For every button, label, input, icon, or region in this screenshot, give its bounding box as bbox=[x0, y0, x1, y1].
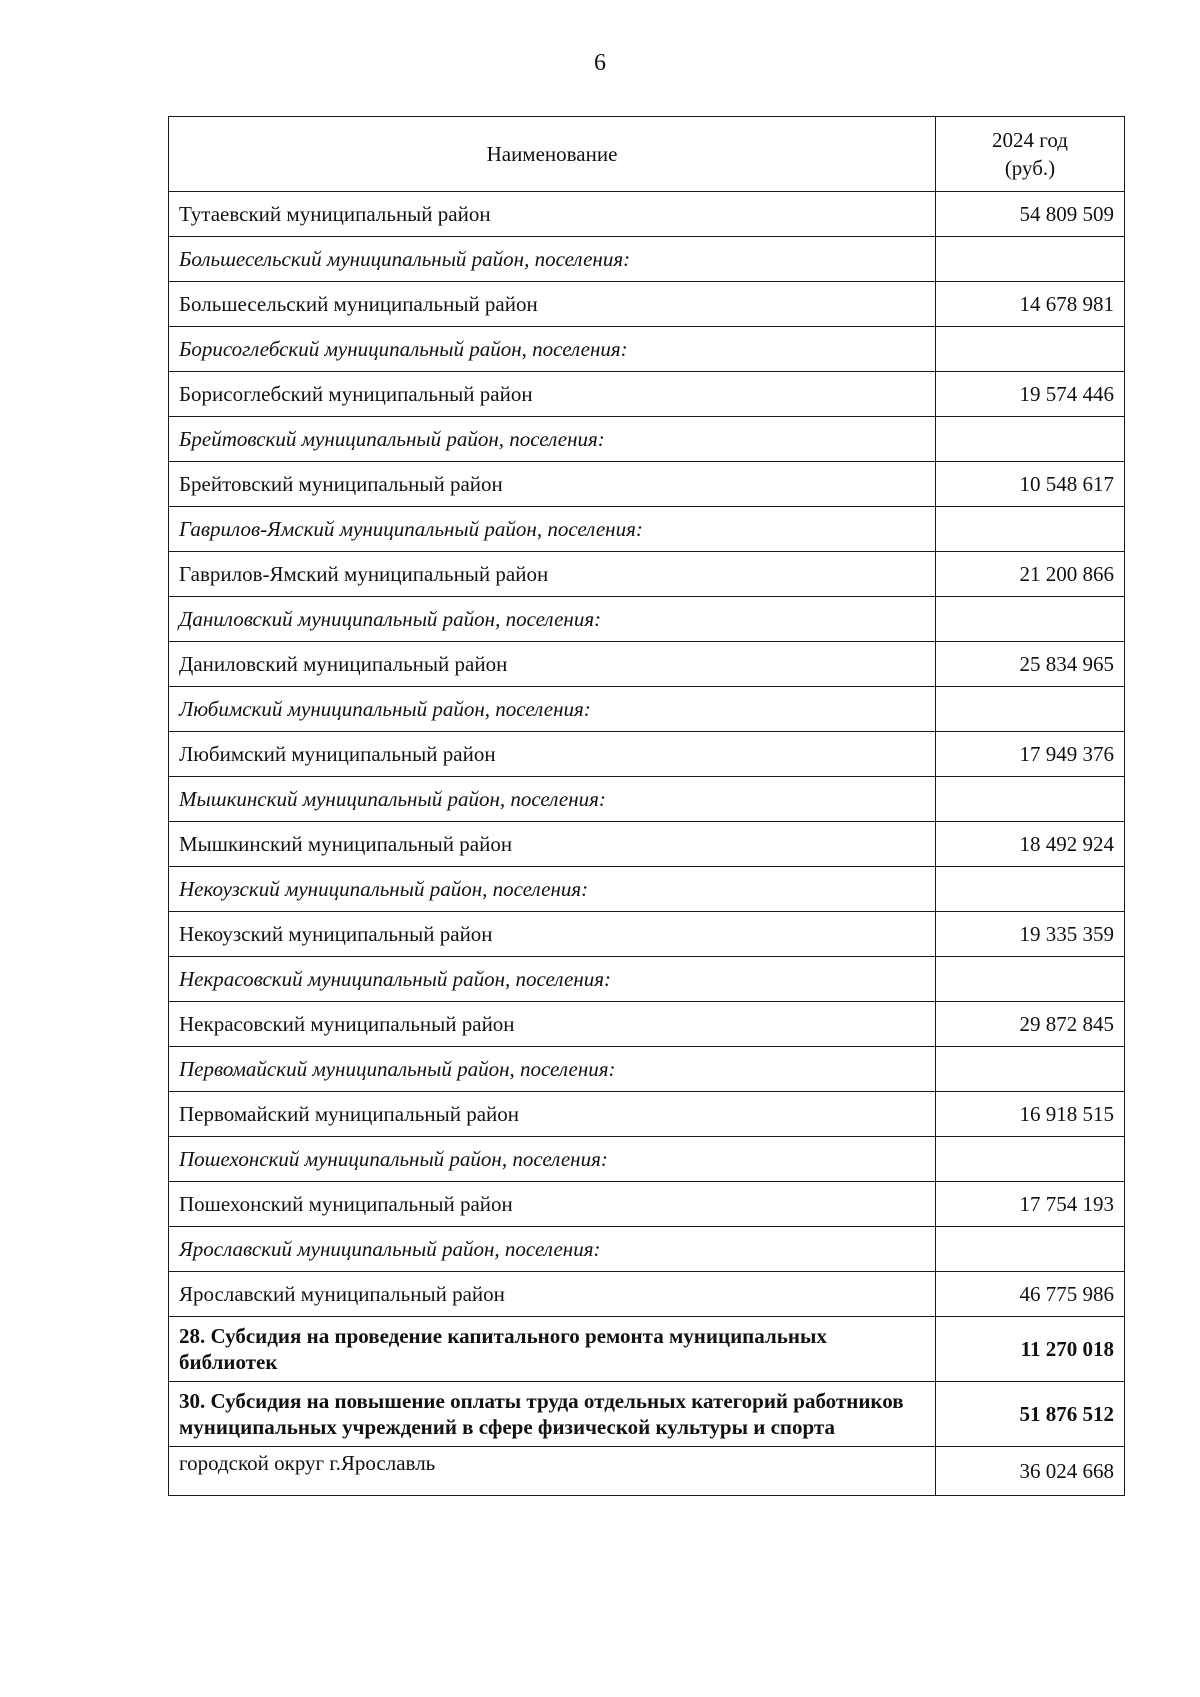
row-name: Брейтовский муниципальный район bbox=[169, 462, 936, 507]
row-name: Любимский муниципальный район, поселения: bbox=[169, 687, 936, 732]
row-name: Даниловский муниципальный район, поселения: bbox=[169, 597, 936, 642]
row-name: Любимский муниципальный район bbox=[169, 732, 936, 777]
row-value: 21 200 866 bbox=[936, 552, 1125, 597]
table-row bbox=[169, 1317, 1125, 1382]
row-name: 30. Субсидия на повышение оплаты труда отдельных категорий работников муниципальных учреждений в сфере физической культуры и спорта bbox=[169, 1382, 936, 1447]
table-row bbox=[169, 867, 1125, 912]
table-row bbox=[169, 462, 1125, 507]
row-name: Брейтовский муниципальный район, поселения: bbox=[169, 417, 936, 462]
row-name: Гаврилов-Ямский муниципальный район bbox=[169, 552, 936, 597]
row-name: Борисоглебский муниципальный район, поселения: bbox=[169, 327, 936, 372]
table-row bbox=[169, 732, 1125, 777]
row-value: 25 834 965 bbox=[936, 642, 1125, 687]
row-value: 19 335 359 bbox=[936, 912, 1125, 957]
row-value bbox=[936, 597, 1125, 642]
row-value: 29 872 845 bbox=[936, 1002, 1125, 1047]
subsidy-table bbox=[168, 116, 1125, 1496]
header-year bbox=[936, 117, 1125, 192]
row-value bbox=[936, 957, 1125, 1002]
row-value: 17 949 376 bbox=[936, 732, 1125, 777]
row-value bbox=[936, 687, 1125, 732]
row-value bbox=[936, 1137, 1125, 1182]
table-row bbox=[169, 192, 1125, 237]
table-row bbox=[169, 777, 1125, 822]
table-row bbox=[169, 327, 1125, 372]
row-value bbox=[936, 777, 1125, 822]
table-row bbox=[169, 912, 1125, 957]
table-row bbox=[169, 1182, 1125, 1227]
row-value bbox=[936, 507, 1125, 552]
row-value bbox=[936, 237, 1125, 282]
row-name: Некрасовский муниципальный район bbox=[169, 1002, 936, 1047]
table-row bbox=[169, 372, 1125, 417]
table-row bbox=[169, 507, 1125, 552]
row-name: Мышкинский муниципальный район, поселения: bbox=[169, 777, 936, 822]
row-value: 19 574 446 bbox=[936, 372, 1125, 417]
table-row bbox=[169, 1047, 1125, 1092]
row-name: Первомайский муниципальный район bbox=[169, 1092, 936, 1137]
table-body bbox=[169, 192, 1125, 1496]
table-row bbox=[169, 642, 1125, 687]
row-value: 11 270 018 bbox=[936, 1317, 1125, 1382]
table-row bbox=[169, 1447, 1125, 1496]
row-name: городской округ г.Ярославль bbox=[169, 1447, 936, 1496]
table-header-row bbox=[169, 117, 1125, 192]
row-name: Некрасовский муниципальный район, поселения: bbox=[169, 957, 936, 1002]
table-row bbox=[169, 597, 1125, 642]
table-row bbox=[169, 1227, 1125, 1272]
page-number: 6 bbox=[594, 50, 606, 76]
table-row bbox=[169, 1002, 1125, 1047]
row-value: 10 548 617 bbox=[936, 462, 1125, 507]
table-row bbox=[169, 282, 1125, 327]
table-row bbox=[169, 1272, 1125, 1317]
row-value bbox=[936, 1047, 1125, 1092]
row-name: Гаврилов-Ямский муниципальный район, поселения: bbox=[169, 507, 936, 552]
row-name: Тутаевский муниципальный район bbox=[169, 192, 936, 237]
row-name: Мышкинский муниципальный район bbox=[169, 822, 936, 867]
row-value: 46 775 986 bbox=[936, 1272, 1125, 1317]
row-name: Пошехонский муниципальный район, поселения: bbox=[169, 1137, 936, 1182]
row-name: Некоузский муниципальный район bbox=[169, 912, 936, 957]
row-value: 14 678 981 bbox=[936, 282, 1125, 327]
header-year-label: 2024 год bbox=[992, 128, 1068, 152]
row-name: Некоузский муниципальный район, поселения: bbox=[169, 867, 936, 912]
row-value bbox=[936, 327, 1125, 372]
row-value: 18 492 924 bbox=[936, 822, 1125, 867]
row-value: 16 918 515 bbox=[936, 1092, 1125, 1137]
header-unit-label: (руб.) bbox=[1004, 156, 1056, 180]
row-name: Пошехонский муниципальный район bbox=[169, 1182, 936, 1227]
table-row bbox=[169, 687, 1125, 732]
row-name: Первомайский муниципальный район, поселения: bbox=[169, 1047, 936, 1092]
table-row bbox=[169, 417, 1125, 462]
table-row bbox=[169, 237, 1125, 282]
row-value: 36 024 668 bbox=[936, 1447, 1125, 1496]
row-name: Ярославский муниципальный район bbox=[169, 1272, 936, 1317]
row-value bbox=[936, 1227, 1125, 1272]
table-row bbox=[169, 1382, 1125, 1447]
table-row bbox=[169, 822, 1125, 867]
row-value: 17 754 193 bbox=[936, 1182, 1125, 1227]
row-name: Даниловский муниципальный район bbox=[169, 642, 936, 687]
row-value bbox=[936, 867, 1125, 912]
row-name: Борисоглебский муниципальный район bbox=[169, 372, 936, 417]
table-row bbox=[169, 1137, 1125, 1182]
row-value: 51 876 512 bbox=[936, 1382, 1125, 1447]
row-value bbox=[936, 417, 1125, 462]
table-row bbox=[169, 552, 1125, 597]
row-name: Ярославский муниципальный район, поселения: bbox=[169, 1227, 936, 1272]
row-value: 54 809 509 bbox=[936, 192, 1125, 237]
table-row bbox=[169, 957, 1125, 1002]
row-name: Большесельский муниципальный район, поселения: bbox=[169, 237, 936, 282]
table-row bbox=[169, 1092, 1125, 1137]
row-name: 28. Субсидия на проведение капитального ремонта муниципальных библиотек bbox=[169, 1317, 936, 1382]
row-name: Большесельский муниципальный район bbox=[169, 282, 936, 327]
header-name: Наименование bbox=[169, 117, 936, 192]
